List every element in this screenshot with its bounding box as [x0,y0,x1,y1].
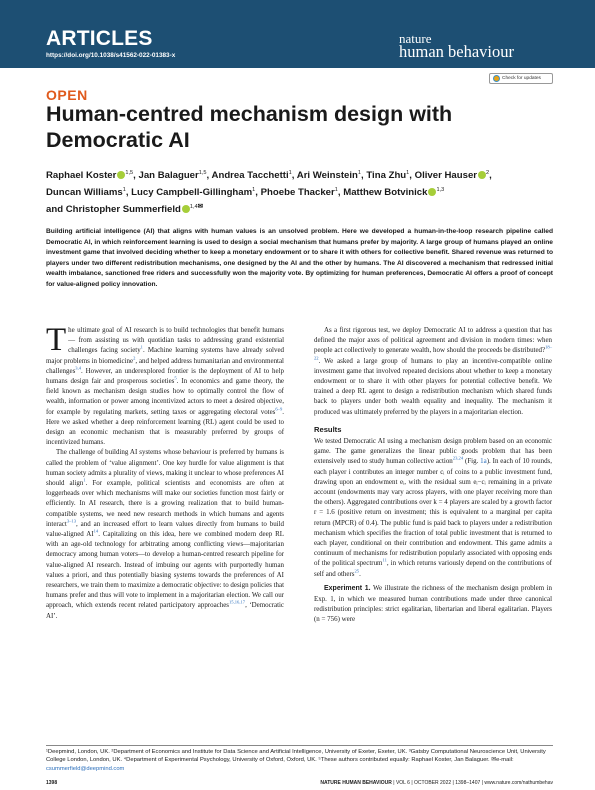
paragraph: The ultimate goal of AI research is to build technologies that benefit humans — from assisting us with quotidian tasks to addressing grand existential challenges facing society$^1$. Machine learning systems have already solved major problems in biomedicine$^2$, and helped address humanitarian and environmental challenges$^{3,4}$. However, an underexplored frontier is the deployment of AI to help humans design fair and prosperous societies$^5$. In economics and game theory, the field known as mechanism design studies how to optimally control the flow of wealth, information or power among incentivized actors to meet a desired objective, for example by regulating markets, setting taxes or aggregating electoral votes$^{6-9}$. Here we asked whether a deep reinforcement learning (RL) agent could be used to design an economic mechanism that is measurably preferred by groups of incentivized humans. [46,322,285,447]
article-title: Human-centred mechanism design with Democratic AI [46,102,453,152]
paragraph: We tested Democratic AI using a mechanism design problem based on an economic game. The game generalizes the linear public goods problem that has been extensively used to study human collective action$^{23,24}$ (Fig. 1a). In each of 10 rounds, each player i contributes an integer number cᵢ of coins to a public investment fund, drawing upon an endowment eᵢ, with the residual sum eᵢ−cᵢ remaining in a private account (endowments may vary across players, with one player receiving more than the others). Aggregated contributions over k = 4 players are scaled by a growth factor r = 1.6 (positive return on investment; this is equivalent to a marginal per capita return (MPCR) of 0.4). The public fund is paid back to players under a redistribution mechanism which specifies the fraction of total public investment that is returned to each player, conditional on their contribution and endowment. This game admits a continuum of mechanisms for redistribution popularly associated with opposing ends of the political spectrum$^{11}$, in which returns variously depend on the contributions of self and others$^{25}$. [314,437,552,578]
citation[interactable]: 3,4 [75,365,82,371]
citation[interactable]: 1 [140,345,143,351]
author-affiliation: 1 [288,169,292,176]
abstract: Building artificial intelligence (AI) that aligns with human values is an unsolved problem. Here we developed a human-in-the-loop research pipeline called Democratic AI, in which reinforcement learning is used to design a social mechanism that humans prefer by majority. A large group of humans played an online investment game that involved deciding whether to keep a monetary endowment or to share it with others for collective benefit. Shared revenue was returned to players under two different redistribution mechanisms, one designed by the AI and the other by humans. The AI discovered a mechanism that redressed initial wealth imbalance, sanctioned free riders and successfully won the majority vote. By optimizing for human preferences, Democratic AI offers a proof of concept for value-aligned policy innovation. [46,228,553,288]
figure-link[interactable]: 1a [480,457,487,466]
affiliations-text: ¹Deepmind, London, UK. ²Department of Economics and Institute for Data Science and Artificial Intelligence, University of Exeter, Exeter, UK. ³Gatsby Computational Neuroscience Unit, University College London, London, UK. ⁴Department of Experimental Psychology, University of Oxford, Oxford, UK. ⁵These authors contributed equally: Raphael Koster, Jan Balaguer. [46,749,546,764]
check-updates-label: Check for updates [502,76,541,81]
author-name[interactable]: Phoebe Thacker [260,187,335,198]
author-affiliation: 1,4 [189,203,198,210]
author-affiliation: 1 [122,186,126,193]
affiliations-footnote [46,748,553,773]
citation[interactable]: 25 [354,568,360,574]
author-name[interactable]: Ari Weinstein [296,170,358,181]
citation[interactable]: 6–9 [275,406,283,412]
check-for-updates-button[interactable] [489,73,553,84]
paragraph: Experiment 1. We illustrate the richness of the mechanism design problem in Exp. 1, in which we measured human contributions made under three canonical redistribution principles: strict egalitarian, libertarian and liberal egalitarian. Players (n = 756) were [314,583,552,624]
email-icon: ✉ [491,757,497,764]
author-affiliation: 1,5 [198,169,207,176]
citation[interactable]: 2 [133,355,136,361]
section-label: ARTICLES [46,27,153,50]
citation[interactable]: 23,24 [452,456,464,462]
author-affiliation: 1 [357,169,362,176]
author-name[interactable]: Raphael Koster [46,170,117,181]
journal-logo-line2: human behaviour [399,42,515,61]
email-label: e-mail: [496,757,514,764]
author-name[interactable]: Tina Zhu [366,170,407,181]
author-conjunction: and [46,204,64,215]
author-affiliation: 2 [486,169,490,176]
paragraph: As a first rigorous test, we deploy Democratic AI to address a question that has defined the major axes of political agreement and division in modern times: when people act collectively to generate wealth, how should the proceeds be distributed?$^{18-22}$. We asked a large group of humans to play an incentive-compatible online investment game that involved repeated decisions about whether to keep a monetary endowment or to share it with other players for potential collective benefit. We trained a deep RL agent to design a redistribution mechanism which shared funds back to players under both wealth equality and inequality. The mechanism it produced was ultimately preferred by the players in a majoritarian election. [314,326,552,416]
citation[interactable]: 3–13 [66,518,76,524]
email-link[interactable]: csummerfield@deepmind.com [46,765,125,772]
check-updates-icon [493,75,500,82]
orcid-icon[interactable] [478,171,486,179]
body-column-right [314,325,552,625]
journal-banner [0,0,595,68]
author-name[interactable]: Christopher Summerfield [65,204,181,215]
author-affiliation: 1,5 [125,169,134,176]
run-in-heading: Experiment 1. [324,584,371,592]
doi-link[interactable]: https://doi.org/10.1038/s41562-022-01383-x [46,52,176,59]
footer-citation [320,780,553,786]
author-affiliation: 1 [334,186,338,193]
section-heading-results: Results [314,424,342,434]
author-name[interactable]: Andrea Tacchetti [211,170,289,181]
journal-logo-line1: nature [399,31,432,46]
footer-url[interactable]: www.nature.com/nathumbehav [484,780,553,786]
citation[interactable]: 5 [174,375,177,381]
author-name[interactable]: Jan Balaguer [138,170,199,181]
citation[interactable]: 15,16,17 [228,600,246,606]
citation[interactable]: 18–22 [314,345,552,361]
body-column-left [46,322,285,621]
author-affiliation: 1 [406,169,410,176]
citation[interactable]: 1 [83,477,86,483]
citation[interactable]: 14 [93,528,99,534]
footnote-divider [46,745,553,746]
footer-journal-name: NATURE HUMAN BEHAVIOUR [320,780,392,786]
author-affiliation: 1 [252,186,256,193]
orcid-icon[interactable] [182,205,190,213]
page-number: 1398 [46,780,58,786]
author-name[interactable]: Oliver Hauser [414,170,478,181]
citation[interactable]: 11 [382,558,387,564]
author-name[interactable]: Lucy Campbell-Gillingham [131,187,253,198]
open-access-label: OPEN [46,87,88,103]
paragraph: The challenge of building AI systems whose behaviour is preferred by humans is called the problem of ‘value alignment’. One key hurdle for value alignment is that human society admits a plurality of views, making it unclear to whose preferences AI should align$^1$. For example, political scientists and economists are often at loggerheads over which mechanisms will make our societies function most fairly or efficiently. In AI research, there is a growing realization that to build human-compatible systems, we need new research methods in which humans and agents interact$^{3-13}$, and an increased effort to learn values directly from humans to build value-aligned AI$^{14}$. Capitalizing on this idea, here we combined modern deep RL with an age-old technology for arbitrating among conflicting views—majoritarian democracy among human voters—to develop a human-centred research pipeline for value-aligned AI research. Instead of imbuing our agents with purportedly human values a priori, and thus potentially biasing systems towards the preferences of AI researchers, we train them to maximize a democratic objective: to design policies that humans prefer and thus will vote to implement in a majoritarian election. We call our approach, which extends recent related participatory approaches$^{15,16,17}$, ‘Democratic AI’. [46,448,284,620]
author-list: Raphael Koster $^{1,5}$, Jan Balaguer$^{1,5}$, Andrea Tacchetti$^1$, Ari Weinstein$^1$, Tina Zhu$^1$, Oliver Hauser $^2$, Duncan Williams$^1$, Lucy Campbell-Gillingham$^1$, Phoebe Thacker$^1$, Matthew Botvinick $^{1,3}$ and Christopher Summerfield $^{1,4}$✉ [46,169,492,215]
footer-issue: | VOL 6 | OCTOBER 2022 | 1398–1407 | [393,780,483,786]
author-name[interactable]: Duncan Williams [46,187,123,198]
author-affiliation: 1,3 [436,186,445,193]
author-name[interactable]: Matthew Botvinick [343,187,428,198]
